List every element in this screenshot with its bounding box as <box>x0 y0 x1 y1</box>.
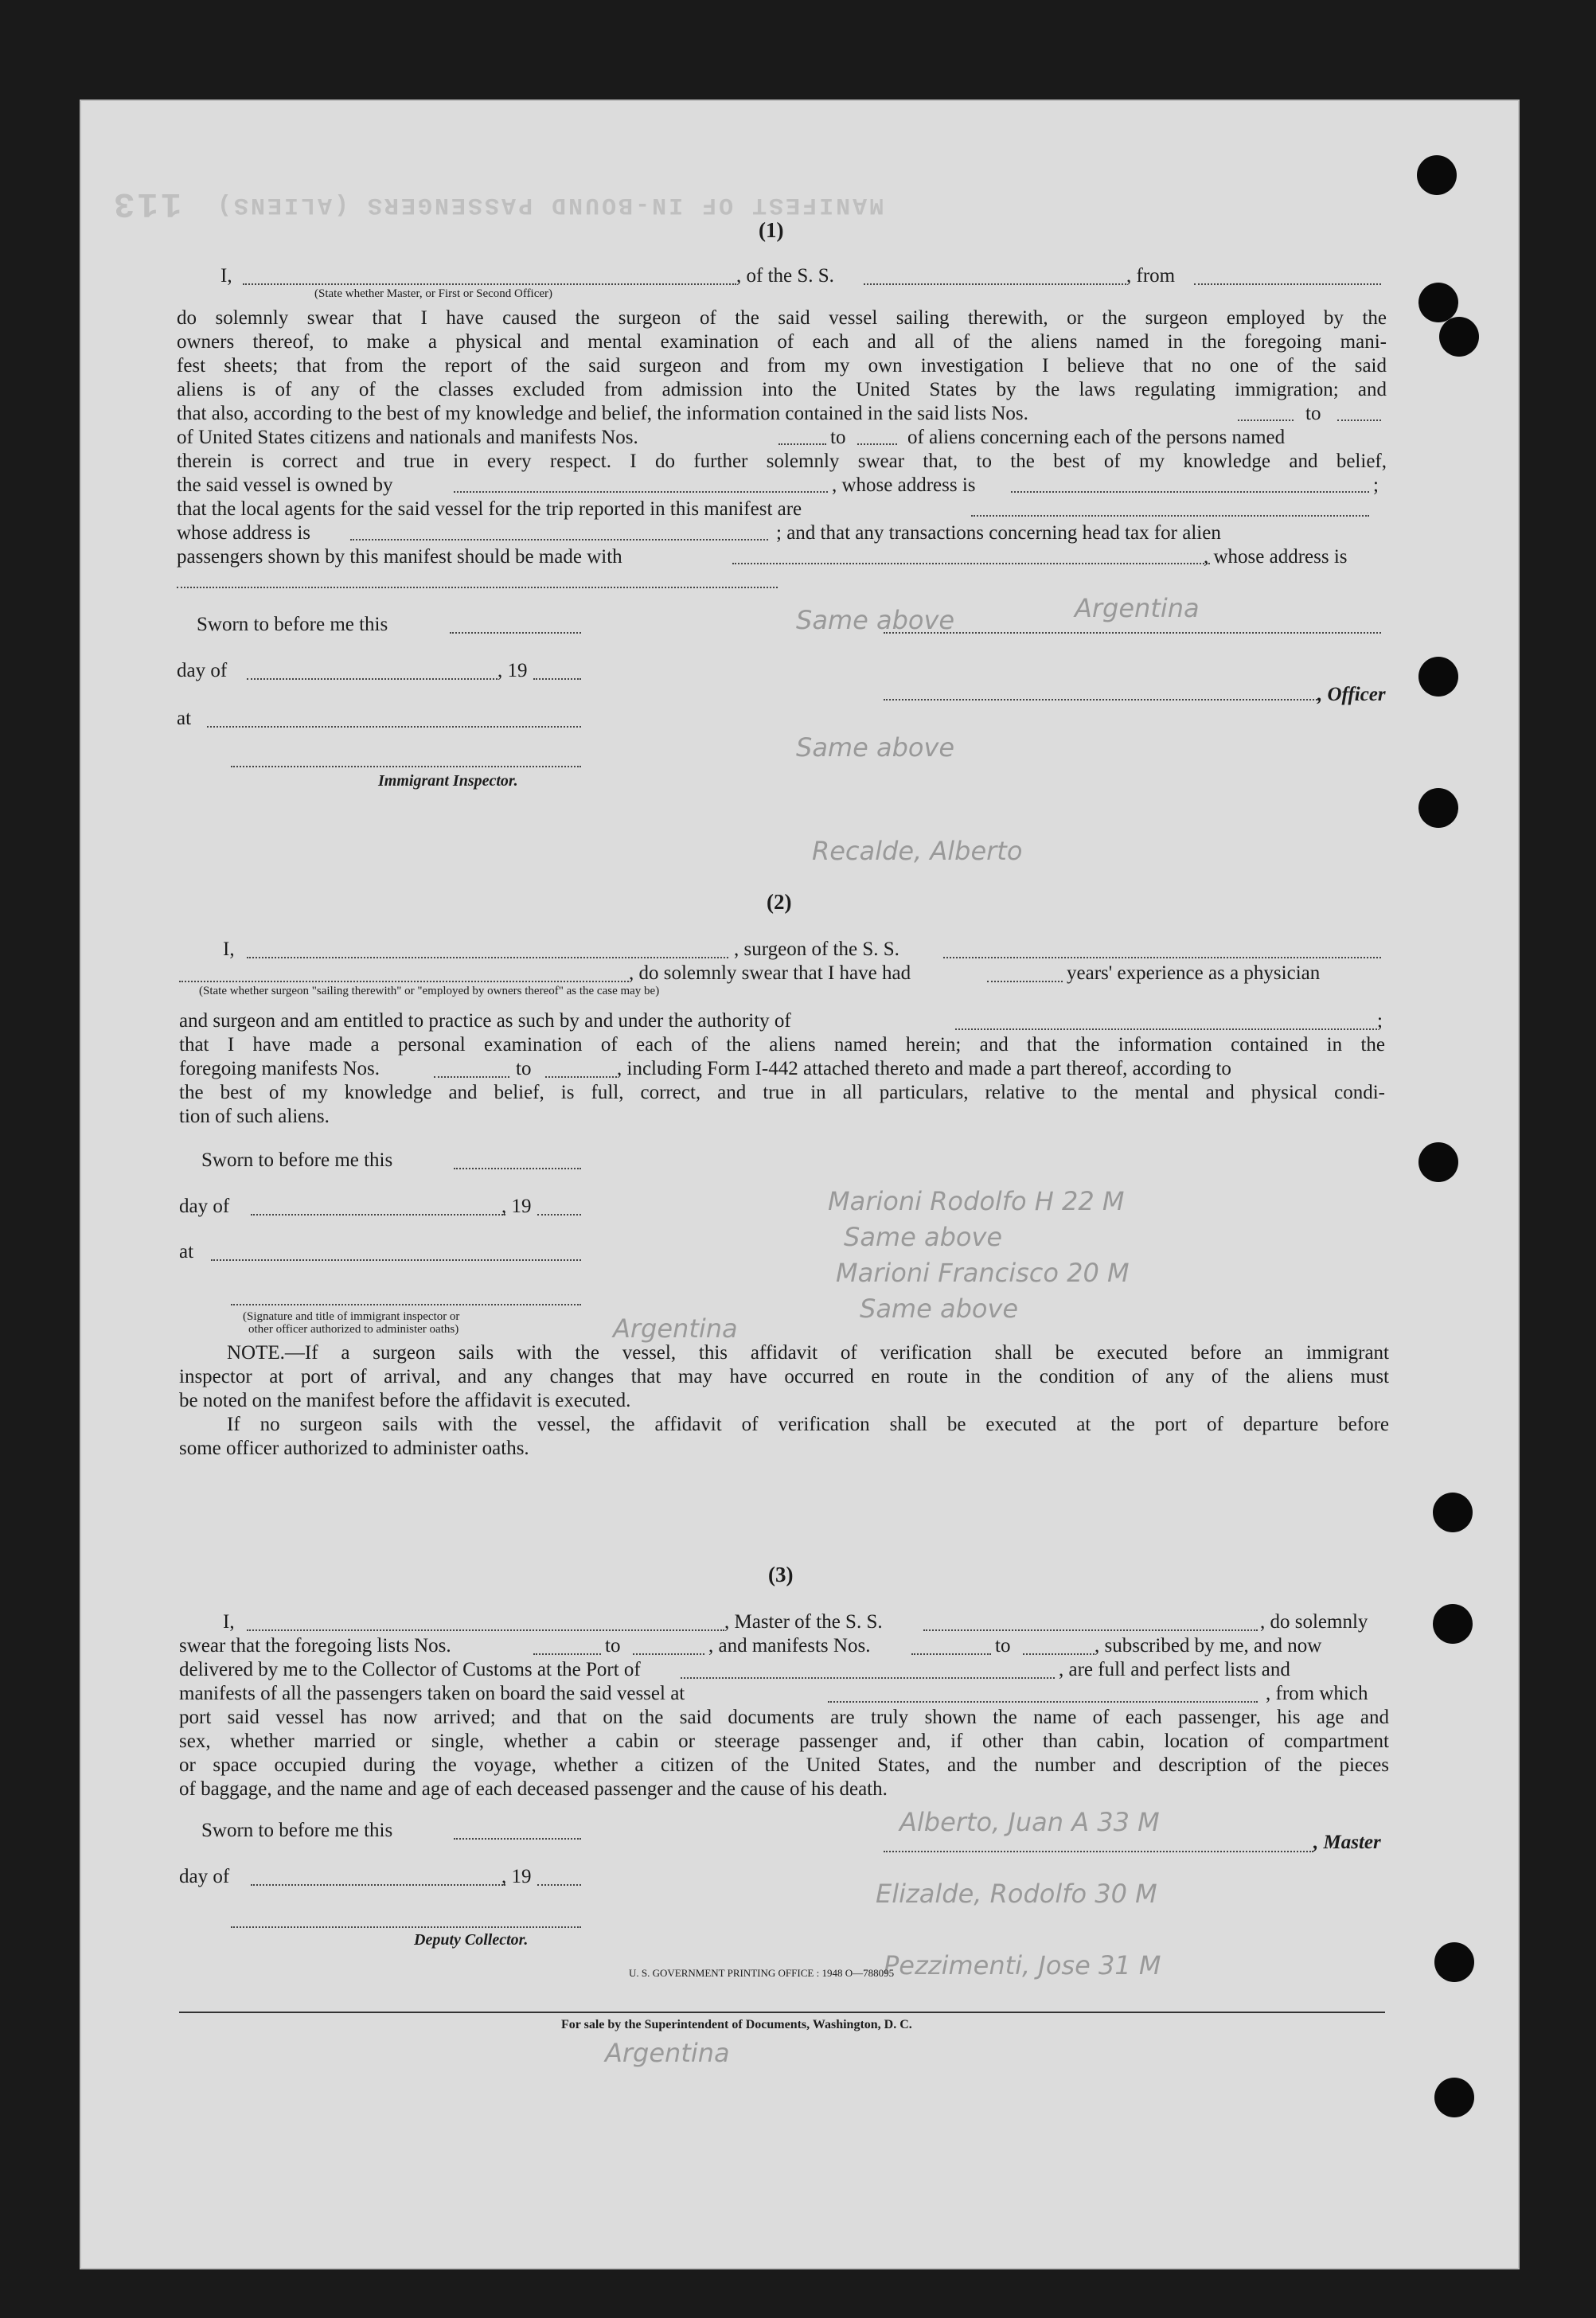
binder-hole <box>1433 1604 1473 1644</box>
s3-lists-from-field[interactable] <box>533 1653 601 1655</box>
s3-line: manifests of all the passengers taken on board the said vessel at <box>179 1683 685 1704</box>
local-agents-field[interactable] <box>971 515 1369 517</box>
binder-hole <box>1418 788 1458 828</box>
s1-i: I, <box>220 265 232 287</box>
s3-lists-to-field[interactable] <box>633 1653 704 1655</box>
s1-master-line <box>884 632 1381 634</box>
s2-i: I, <box>223 939 235 960</box>
s1-from: , from <box>1126 265 1176 287</box>
bleed-handwriting: Same above <box>844 1222 1003 1252</box>
bleed-handwriting: Argentina <box>613 1313 738 1344</box>
binder-hole <box>1433 1493 1473 1532</box>
master-name-field[interactable] <box>247 1629 724 1631</box>
immigrant-inspector-label: Immigrant Inspector. <box>378 772 518 790</box>
s2-sworn: Sworn to before me this <box>201 1149 393 1171</box>
lists-to-field[interactable] <box>1337 420 1381 421</box>
s1-line: whose address is <box>177 522 311 544</box>
s3-sworn: Sworn to before me this <box>201 1820 393 1841</box>
binder-hole <box>1418 657 1458 697</box>
s1-year-field[interactable] <box>533 678 581 680</box>
s1-line: therein is correct and true in every respect. I do further solemnly swear that, to the best of my knowledge and belief, <box>177 451 1387 472</box>
s1-to: to <box>830 427 846 448</box>
s1-day-field[interactable] <box>247 678 498 680</box>
gpo-imprint: U. S. GOVERNMENT PRINTING OFFICE : 1948 O—788095 <box>629 1967 895 1979</box>
s3-to: to <box>605 1635 621 1657</box>
s1-line: , whose address is <box>1204 546 1348 568</box>
officer-rank-field[interactable] <box>243 283 736 285</box>
s2-sig-caption: other officer authorized to administer oaths) <box>248 1323 459 1336</box>
s1-semicolon: ; <box>1373 474 1379 496</box>
s3-manifests-from-field[interactable] <box>911 1653 991 1655</box>
s2-to: to <box>516 1058 532 1079</box>
surgeon-status-field[interactable] <box>179 981 629 982</box>
s1-line: fest sheets; that from the report of the said surgeon and from my own investigation I believe that no one of the said <box>177 355 1387 377</box>
s2-vessel-field[interactable] <box>943 957 1381 958</box>
s3-line: delivered by me to the Collector of Customs at the Port of <box>179 1659 641 1680</box>
s2-year: , 19 <box>501 1196 532 1217</box>
s2-line: years' experience as a physician <box>1067 962 1321 984</box>
s1-place-field[interactable] <box>207 726 581 728</box>
s2-line: that I have made a personal examination of each of the aliens named herein; and that the information contained in the <box>179 1034 1385 1056</box>
bleed-handwriting: Same above <box>796 605 955 635</box>
s3-vessel-field[interactable] <box>923 1629 1258 1631</box>
head-tax-party-field[interactable] <box>732 563 1210 564</box>
s3-year: , 19 <box>501 1866 532 1887</box>
s3-line: of baggage, and the name and age of each deceased passenger and the cause of his death. <box>179 1778 888 1800</box>
s2-sworn-date-field[interactable] <box>454 1168 581 1169</box>
s2-manifests-to-field[interactable] <box>545 1076 617 1078</box>
s2-note: inspector at port of arrival, and any changes that may have occurred en route in the condition of any of the aliens must <box>179 1366 1389 1387</box>
s1-line: that also, according to the best of my knowledge and belief, the information contained in the said lists Nos. <box>177 403 1028 424</box>
s1-line: ; and that any transactions concerning head tax for alien <box>776 522 1221 544</box>
s1-line: the said vessel is owned by <box>177 474 393 496</box>
s1-line: owners thereof, to make a physical and mental examination of each and all of the aliens named in the foregoing mani- <box>177 331 1387 353</box>
s2-day-field[interactable] <box>251 1214 505 1216</box>
s2-line: and surgeon and am entitled to practice as such by and under the authority of <box>179 1010 791 1032</box>
s1-at: at <box>177 708 192 729</box>
bleed-handwriting: Elizalde, Rodolfo 30 M <box>876 1879 1157 1909</box>
s2-day-of: day of <box>179 1196 230 1217</box>
head-tax-address-field[interactable] <box>177 587 778 588</box>
s1-officer-label: , Officer <box>1317 684 1386 705</box>
s3-line: , and manifests Nos. <box>708 1635 871 1657</box>
years-experience-field[interactable] <box>987 981 1063 982</box>
s3-line: , Master of the S. S. <box>724 1611 883 1633</box>
s3-line: sex, whether married or single, whether a cabin or steerage passenger and, if other than cabin, location of compartment <box>179 1731 1389 1752</box>
port-of-arrival-field[interactable] <box>681 1677 1055 1679</box>
s2-manifests-from-field[interactable] <box>434 1076 509 1078</box>
s2-status-caption: (State whether surgeon "sailing therewith" or "employed by owners thereof" as the case may be) <box>199 985 660 997</box>
bleed-handwriting: Argentina <box>1075 593 1200 623</box>
s3-sworn-date-field[interactable] <box>454 1838 581 1840</box>
s3-line: , from which <box>1266 1683 1368 1704</box>
immigrant-inspector-signature-field[interactable] <box>231 766 581 767</box>
footer-rule <box>179 2012 1385 2013</box>
s2-line: the best of my knowledge and belief, is full, correct, and true in all particulars, relative to the mental and physical condi- <box>179 1082 1385 1103</box>
s2-line: foregoing manifests Nos. <box>179 1058 380 1079</box>
s1-sworn: Sworn to before me this <box>197 614 388 635</box>
s2-note: be noted on the manifest before the affidavit is executed. <box>179 1390 631 1411</box>
s1-line: passengers shown by this manifest should be made with <box>177 546 622 568</box>
port-of-embarkation-field[interactable] <box>828 1701 1258 1703</box>
binder-hole <box>1417 155 1457 195</box>
s1-line: of aliens concerning each of the persons named <box>907 427 1286 448</box>
port-from-field[interactable] <box>1194 283 1381 285</box>
s3-day-field[interactable] <box>251 1884 505 1886</box>
s1-line: do solemnly swear that I have caused the surgeon of the said vessel sailing therewith, or the surgeon employed by the <box>177 307 1387 329</box>
section-2-heading: (2) <box>767 890 792 914</box>
s1-to: to <box>1305 403 1321 424</box>
section-3-heading: (3) <box>768 1563 794 1586</box>
bleed-handwriting: Argentina <box>605 2038 730 2068</box>
vessel-name-field[interactable] <box>864 283 1126 285</box>
s1-line: of United States citizens and nationals and manifests Nos. <box>177 427 638 448</box>
s1-sworn-date-field[interactable] <box>450 632 581 634</box>
s1-line: , whose address is <box>832 474 976 496</box>
s2-inspector-signature-field[interactable] <box>231 1304 581 1305</box>
s2-at: at <box>179 1241 194 1262</box>
s1-day-of: day of <box>177 660 228 681</box>
s3-line: , are full and perfect lists and <box>1059 1659 1290 1680</box>
s1-year: , 19 <box>498 660 528 681</box>
binder-hole <box>1439 317 1479 357</box>
binder-hole <box>1418 283 1458 322</box>
s1-line: that the local agents for the said vessel for the trip reported in this manifest are <box>177 498 802 520</box>
agents-address-field[interactable] <box>350 539 768 540</box>
bleed-handwriting: Same above <box>860 1294 1019 1324</box>
s3-master-label: , Master <box>1313 1832 1381 1853</box>
section-1-heading: (1) <box>759 218 784 242</box>
s2-note: NOTE.—If a surgeon sails with the vessel, this affidavit of verification shall be executed before an immigrant <box>227 1342 1389 1364</box>
deputy-collector-signature-field[interactable] <box>231 1926 581 1928</box>
s2-line: , surgeon of the S. S. <box>734 939 899 960</box>
s3-line: port said vessel has now arrived; and that on the said documents are truly shown the name of each passenger, his age and <box>179 1707 1389 1728</box>
s2-year-field[interactable] <box>537 1214 581 1216</box>
s2-semicolon: ; <box>1377 1010 1383 1032</box>
s3-i: I, <box>223 1611 235 1633</box>
bleed-handwriting: Marioni Francisco 20 M <box>836 1258 1130 1288</box>
s3-day-of: day of <box>179 1866 230 1887</box>
s2-line: , do solemnly swear that I have had <box>629 962 911 984</box>
s3-year-field[interactable] <box>537 1884 581 1886</box>
manifests-from-field[interactable] <box>778 443 826 445</box>
binder-hole <box>1418 1142 1458 1182</box>
s3-manifests-to-field[interactable] <box>1023 1653 1095 1655</box>
master-signature-field[interactable] <box>884 1851 1313 1852</box>
owner-address-field[interactable] <box>1011 491 1369 493</box>
binder-hole <box>1434 2078 1474 2117</box>
vessel-owner-field[interactable] <box>454 491 828 493</box>
bleed-handwriting: Recalde, Alberto <box>812 836 1023 866</box>
footer-sale-notice: For sale by the Superintendent of Documents, Washington, D. C. <box>561 2018 912 2031</box>
s3-line: or space occupied during the voyage, whether a citizen of the United States, and the number and description of the pieces <box>179 1754 1389 1776</box>
s3-line: swear that the foregoing lists Nos. <box>179 1635 451 1657</box>
binder-hole <box>1434 1942 1474 1982</box>
s3-line: , subscribed by me, and now <box>1095 1635 1322 1657</box>
s2-note: some officer authorized to administer oaths. <box>179 1438 529 1459</box>
s1-rank-caption: (State whether Master, or First or Second Officer) <box>314 287 553 300</box>
s2-line: tion of such aliens. <box>179 1106 330 1127</box>
s1-line: aliens is of any of the classes excluded from admission into the United States by the laws regulating immigration; and <box>177 379 1387 400</box>
bleed-handwriting: Pezzimenti, Jose 31 M <box>884 1950 1161 1980</box>
bleed-handwriting: Same above <box>796 732 955 763</box>
officer-signature-field[interactable] <box>884 699 1317 700</box>
surgeon-name-field[interactable] <box>247 957 728 958</box>
s3-line: , do solemnly <box>1260 1611 1368 1633</box>
s2-line: , including Form I-442 attached thereto and made a part thereof, according to <box>617 1058 1231 1079</box>
bleed-handwriting: Alberto, Juan A 33 M <box>899 1807 1160 1837</box>
lists-from-field[interactable] <box>1238 420 1294 421</box>
s1-of-ss: , of the S. S. <box>736 265 834 287</box>
s3-to: to <box>995 1635 1011 1657</box>
faded-manifest-title: MANIFEST OF IN-BOUND PASSENGERS (ALIENS) <box>215 191 884 218</box>
practice-authority-field[interactable] <box>955 1028 1377 1030</box>
s2-note: If no surgeon sails with the vessel, the affidavit of verification shall be executed at the port of departure before <box>227 1414 1389 1435</box>
s2-sig-caption: (Signature and title of immigrant inspector or <box>243 1310 460 1323</box>
faded-manifest-number: 113 <box>111 183 182 223</box>
bleed-handwriting: Marioni Rodolfo H 22 M <box>828 1186 1125 1216</box>
deputy-collector-label: Deputy Collector. <box>414 1931 529 1949</box>
s2-place-field[interactable] <box>211 1259 581 1261</box>
manifests-to-field[interactable] <box>857 443 897 445</box>
